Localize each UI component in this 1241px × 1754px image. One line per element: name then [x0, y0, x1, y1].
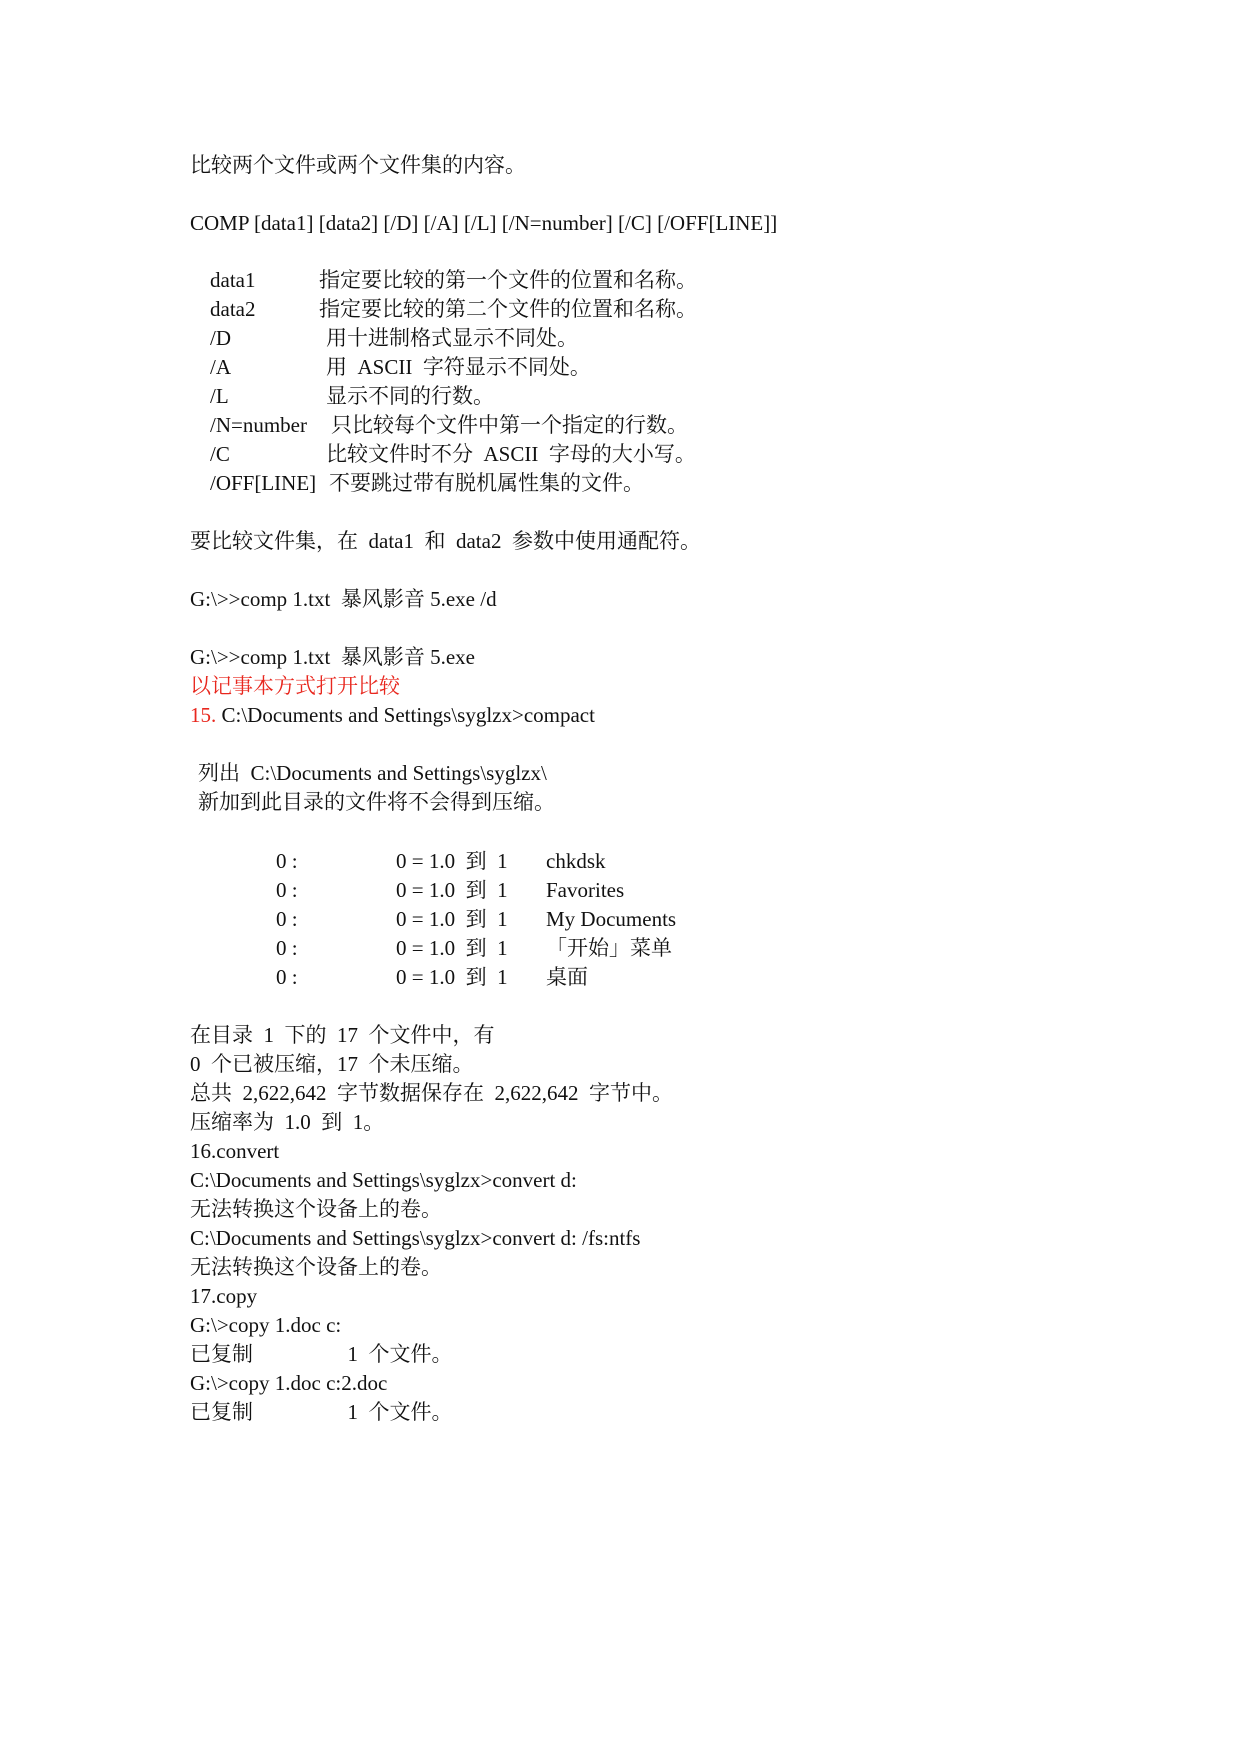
section-15-number: 15.	[190, 703, 217, 727]
copy-command: G:\>copy 1.doc c:	[190, 1313, 342, 1337]
param-desc: 不要跳过带有脱机属性集的文件。	[329, 471, 644, 495]
param-desc: 指定要比较的第一个文件的位置和名称。	[319, 268, 697, 292]
comp-syntax: COMP [data1] [data2] [/D] [/A] [/L] [/N=number] [/C] [/OFF[LINE]]	[190, 211, 778, 235]
compact-ratio: 0 = 1.0 到 1	[396, 965, 508, 989]
param-desc: 比较文件时不分 ASCII 字母的大小写。	[326, 442, 696, 466]
compact-ratio: 0 = 1.0 到 1	[396, 849, 508, 873]
compact-name: chkdsk	[546, 849, 606, 873]
section-15-heading	[190, 699, 595, 731]
param-desc: 用 ASCII 字符显示不同处。	[326, 355, 591, 379]
param-name: /N=number	[210, 413, 307, 437]
summary-line: 总共 2,622,642 字节数据保存在 2,622,642 字节中。	[190, 1081, 673, 1105]
param-name: /D	[210, 326, 231, 350]
section-16-heading: 16.convert	[190, 1139, 280, 1163]
compact-count: 0 :	[276, 965, 298, 989]
convert-command: C:\Documents and Settings\syglzx>convert d:	[190, 1168, 577, 1192]
compact-count: 0 :	[276, 849, 298, 873]
compact-ratio: 0 = 1.0 到 1	[396, 878, 508, 902]
compact-name: My Documents	[546, 907, 677, 931]
list-note: 新加到此目录的文件将不会得到压缩。	[198, 790, 555, 814]
list-directory-line: 列出 C:\Documents and Settings\syglzx\	[198, 761, 547, 785]
red-note: 以记事本方式打开比较	[190, 674, 400, 698]
summary-line: 0 个已被压缩，17 个未压缩。	[190, 1052, 474, 1076]
compact-count: 0 :	[276, 907, 298, 931]
param-name: /OFF[LINE]	[210, 471, 317, 495]
copy-result: 已复制 1 个文件。	[190, 1342, 453, 1366]
section-15-command: C:\Documents and Settings\syglzx>compact	[216, 703, 595, 727]
summary-line: 压缩率为 1.0 到 1。	[190, 1110, 385, 1134]
param-name: /L	[210, 384, 229, 408]
compact-count: 0 :	[276, 936, 298, 960]
compact-name: 「开始」菜单	[546, 936, 672, 960]
param-desc: 用十进制格式显示不同处。	[326, 326, 578, 350]
section-17-heading: 17.copy	[190, 1284, 258, 1308]
param-desc: 指定要比较的第二个文件的位置和名称。	[319, 297, 697, 321]
copy-result: 已复制 1 个文件。	[190, 1400, 453, 1424]
param-desc: 显示不同的行数。	[326, 384, 494, 408]
intro-text: 比较两个文件或两个文件集的内容。	[190, 153, 526, 177]
convert-result: 无法转换这个设备上的卷。	[190, 1197, 442, 1221]
comp-command: G:\>>comp 1.txt 暴风影音 5.exe	[190, 645, 475, 669]
compact-count: 0 :	[276, 878, 298, 902]
param-name: /A	[210, 355, 231, 379]
param-desc: 只比较每个文件中第一个指定的行数。	[331, 413, 688, 437]
convert-ntfs-command: C:\Documents and Settings\syglzx>convert d: /fs:ntfs	[190, 1226, 641, 1250]
param-name: data1	[210, 268, 256, 292]
compact-ratio: 0 = 1.0 到 1	[396, 907, 508, 931]
compact-name: 桌面	[546, 965, 588, 989]
compact-ratio: 0 = 1.0 到 1	[396, 936, 508, 960]
summary-line: 在目录 1 下的 17 个文件中，有	[190, 1023, 495, 1047]
convert-result: 无法转换这个设备上的卷。	[190, 1255, 442, 1279]
param-name: data2	[210, 297, 256, 321]
param-name: /C	[210, 442, 230, 466]
comp-command-d: G:\>>comp 1.txt 暴风影音 5.exe /d	[190, 587, 497, 611]
compact-name: Favorites	[546, 878, 625, 902]
wildcard-note: 要比较文件集，在 data1 和 data2 参数中使用通配符。	[190, 529, 701, 553]
copy-command: G:\>copy 1.doc c:2.doc	[190, 1371, 388, 1395]
